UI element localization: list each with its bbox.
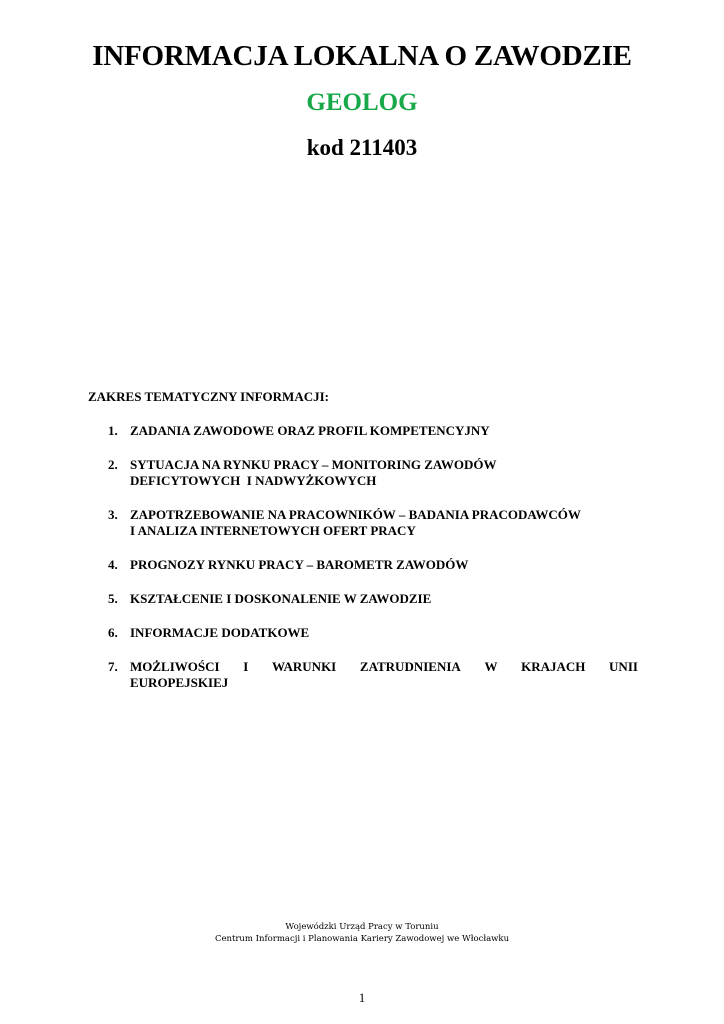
footer bbox=[0, 921, 724, 945]
toc-item-text bbox=[130, 423, 638, 439]
occupation-code: kod 211403 bbox=[306, 135, 418, 160]
toc-item-line: INFORMACJE DODATKOWE bbox=[130, 625, 310, 640]
toc-item-line: KSZTAŁCENIE I DOSKONALENIE W ZAWODZIE bbox=[130, 591, 432, 606]
toc-item-text bbox=[130, 557, 638, 573]
toc-item bbox=[108, 457, 638, 489]
toc-item-word: UNII bbox=[609, 659, 638, 674]
table-of-contents bbox=[108, 423, 638, 709]
toc-item-line: SYTUACJA NA RYNKU PRACY – MONITORING ZAWODÓW bbox=[130, 457, 497, 472]
toc-item-text bbox=[130, 659, 638, 691]
toc-item-text bbox=[130, 591, 638, 607]
toc-item-line: DEFICYTOWYCH I NADWYŻKOWYCH bbox=[130, 473, 377, 488]
toc-item-text bbox=[130, 457, 638, 489]
toc-item-word: MOŻLIWOŚCI bbox=[130, 659, 220, 674]
toc-item-word: KRAJACH bbox=[521, 659, 586, 674]
toc-item bbox=[108, 659, 638, 691]
toc-item bbox=[108, 507, 638, 539]
toc-item-line: ZADANIA ZAWODOWE ORAZ PROFIL KOMPETENCYJNY bbox=[130, 423, 490, 438]
toc-item bbox=[108, 557, 638, 573]
toc-item-number: 5. bbox=[108, 591, 118, 606]
toc-item bbox=[108, 625, 638, 641]
toc-item bbox=[108, 591, 638, 607]
toc-item-number: 3. bbox=[108, 507, 118, 522]
footer-institution: Wojewódzki Urząd Pracy w Toruniu bbox=[285, 922, 439, 932]
toc-item-word: WARUNKI bbox=[271, 659, 337, 674]
toc-item-line: EUROPEJSKIEJ bbox=[130, 675, 229, 690]
toc-item-number: 7. bbox=[108, 659, 118, 674]
toc-item-word: W bbox=[484, 659, 498, 674]
footer-department: Centrum Informacji i Planowania Kariery Zawodowej we Włocławku bbox=[214, 934, 510, 944]
toc-item-line: ZAPOTRZEBOWANIE NA PRACOWNIKÓW – BADANIA PRACODAWCÓW bbox=[130, 507, 581, 522]
toc-item-line: PROGNOZY RYNKU PRACY – BAROMETR ZAWODÓW bbox=[130, 557, 469, 572]
occupation-name: GEOLOG bbox=[306, 89, 418, 116]
document-title: INFORMACJA LOKALNA O ZAWODZIE bbox=[92, 40, 632, 72]
toc-item-text bbox=[130, 507, 638, 539]
toc-item-text bbox=[130, 625, 638, 641]
toc-item-word: I bbox=[243, 659, 249, 674]
toc-item bbox=[108, 423, 638, 439]
toc-item-number: 2. bbox=[108, 457, 118, 472]
page-number: 1 bbox=[358, 990, 366, 1005]
toc-item-line bbox=[130, 659, 638, 675]
toc-item-number: 6. bbox=[108, 625, 118, 640]
scope-heading: ZAKRES TEMATYCZNY INFORMACJI: bbox=[88, 389, 329, 404]
toc-item-word: ZATRUDNIENIA bbox=[359, 659, 461, 674]
toc-item-line: I ANALIZA INTERNETOWYCH OFERT PRACY bbox=[130, 523, 416, 538]
toc-item-number: 1. bbox=[108, 423, 118, 438]
toc-item-number: 4. bbox=[108, 557, 118, 572]
